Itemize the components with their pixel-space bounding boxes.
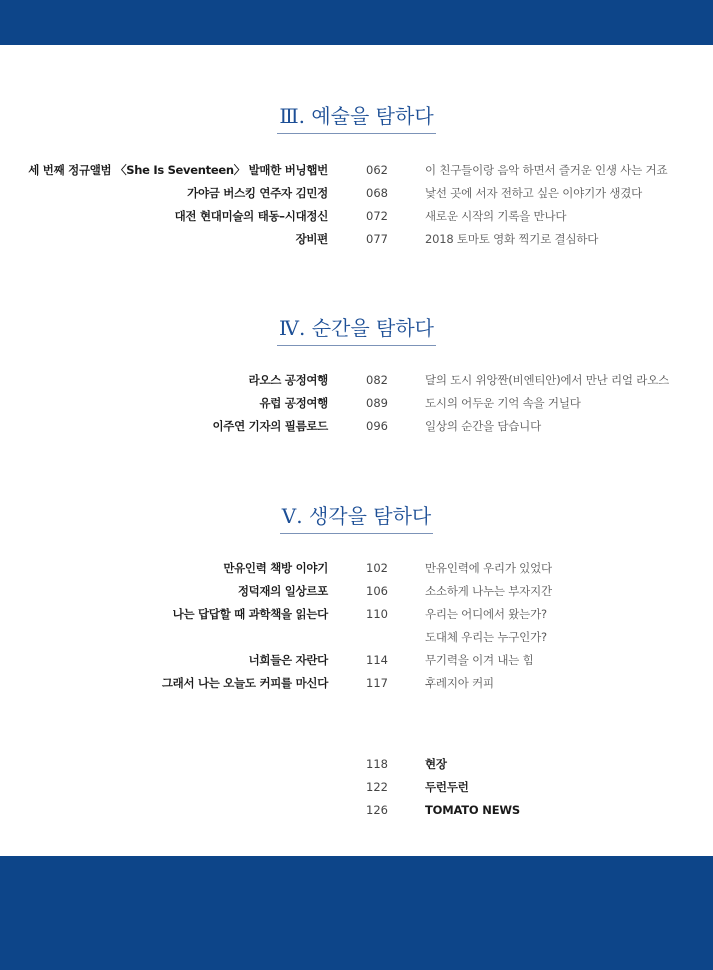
extra-label: 현장 [425, 757, 447, 771]
extra-page: 118 [366, 757, 388, 771]
toc-row[interactable] [0, 582, 713, 600]
toc-row[interactable] [0, 184, 713, 202]
toc-row[interactable] [0, 559, 713, 577]
toc-title: 그래서 나는 오늘도 커피를 마신다 [161, 676, 328, 690]
extra-row[interactable] [0, 801, 713, 819]
toc-page: 117 [366, 676, 388, 690]
toc-page: 082 [366, 373, 388, 387]
toc-desc: 우리는 어디에서 왔는가? [425, 607, 547, 621]
toc-row[interactable] [0, 371, 713, 389]
toc-title: 장비편 [295, 232, 328, 246]
toc-title: 만유인력 책방 이야기 [223, 561, 328, 575]
extra-row[interactable] [0, 755, 713, 773]
toc-title: 라오스 공정여행 [248, 373, 328, 387]
toc-page: 089 [366, 396, 388, 410]
toc-title: 세 번째 정규앨범 〈She Is Seventeen〉 발매한 버닝햅번 [28, 163, 328, 177]
extra-page: 126 [366, 803, 388, 817]
toc-row[interactable] [0, 394, 713, 412]
toc-page: 114 [366, 653, 388, 667]
toc-page: 077 [366, 232, 388, 246]
toc-page: 110 [366, 607, 388, 621]
toc-desc: 달의 도시 위앙짠(비엔티안)에서 만난 리얼 라오스 [425, 373, 670, 387]
toc-desc: 도대체 우리는 누구인가? [425, 630, 547, 644]
toc-row[interactable] [0, 230, 713, 248]
toc-page: 068 [366, 186, 388, 200]
toc-row-continuation [0, 628, 713, 646]
toc-desc: 만유인력에 우리가 있었다 [425, 561, 552, 575]
toc-desc: 이 친구들이랑 음악 하면서 즐거운 인생 사는 거죠 [425, 163, 668, 177]
section-title-4: Ⅳ. 순간을 탐하다 [0, 312, 713, 346]
extra-label: TOMATO NEWS [425, 803, 520, 817]
toc-row[interactable] [0, 207, 713, 225]
top-band [0, 0, 713, 45]
toc-row[interactable] [0, 605, 713, 623]
toc-page: 072 [366, 209, 388, 223]
toc-title: 가야금 버스킹 연주자 김민정 [187, 186, 328, 200]
toc-desc: 새로운 시작의 기록을 만나다 [425, 209, 567, 223]
extra-row[interactable] [0, 778, 713, 796]
extra-label: 두런두런 [425, 780, 469, 794]
toc-desc: 무기력을 이겨 내는 힘 [425, 653, 534, 667]
toc-row[interactable] [0, 651, 713, 669]
toc-row[interactable] [0, 161, 713, 179]
toc-desc: 소소하게 나누는 부자지간 [425, 584, 552, 598]
toc-title: 너희들은 자란다 [248, 653, 328, 667]
toc-desc: 후레지아 커피 [425, 676, 494, 690]
toc-desc: 낯선 곳에 서자 전하고 싶은 이야기가 생겼다 [425, 186, 643, 200]
toc-page: 106 [366, 584, 388, 598]
toc-title: 이주연 기자의 필름로드 [212, 419, 328, 433]
toc-row[interactable] [0, 417, 713, 435]
toc-page: 102 [366, 561, 388, 575]
toc-title: 정덕재의 일상르포 [237, 584, 328, 598]
toc-title: 나는 답답할 때 과학책을 읽는다 [172, 607, 328, 621]
section-title-3: Ⅲ. 예술을 탐하다 [0, 100, 713, 134]
bottom-band [0, 856, 713, 970]
toc-desc: 2018 토마토 영화 찍기로 결심하다 [425, 232, 599, 246]
toc-desc: 도시의 어두운 기억 속을 거닐다 [425, 396, 581, 410]
toc-row[interactable] [0, 674, 713, 692]
toc-desc: 일상의 순간을 담습니다 [425, 419, 541, 433]
toc-title: 유럽 공정여행 [259, 396, 328, 410]
toc-page: 062 [366, 163, 388, 177]
toc-title: 대전 현대미술의 태동–시대정신 [174, 209, 328, 223]
toc-page: 096 [366, 419, 388, 433]
extra-page: 122 [366, 780, 388, 794]
section-title-5: Ⅴ. 생각을 탐하다 [0, 500, 713, 534]
